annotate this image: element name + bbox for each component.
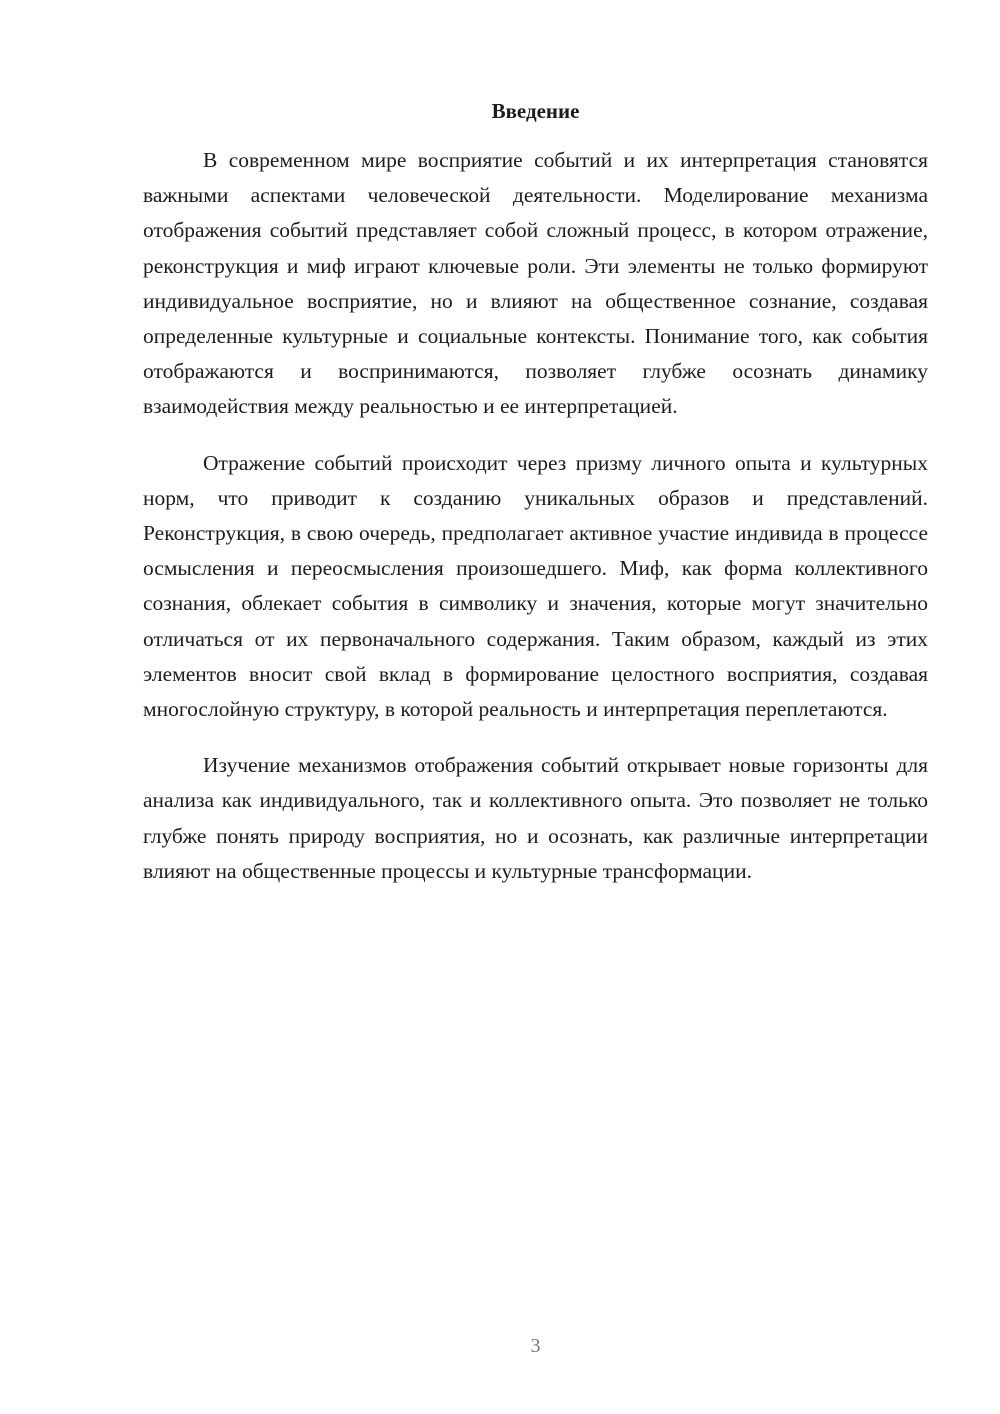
page-number: 3 (530, 1335, 541, 1357)
section-title: Введение (491, 99, 580, 123)
paragraph: Изучение механизмов отображения событий открывает новые горизонты для анализа как индивидуального, так и коллективного опыта. Это позволяет не только глубже понять природу восприятия, но и осознать, как различные интерпретации влияют на общественные процессы и культурные трансформации. (143, 753, 928, 883)
paragraph: Отражение событий происходит через призму личного опыта и культурных норм, что приводит к созданию уникальных образов и представлений. Реконструкция, в свою очередь, предполагает активное участие индивида в процессе осмысления и переосмысления произошедшего. Миф, как форма коллективного сознания, облекает события в символику и значения, которые могут значительно отличаться от их первоначального содержания. Таким образом, каждый из этих элементов вносит свой вклад в формирование целостного восприятия, создавая многослойную структуру, в которой реальность и интерпретация переплетаются. (143, 450, 928, 722)
body-text (143, 143, 928, 910)
paragraph: В современном мире восприятие событий и их интерпретация становятся важными аспектами человеческой деятельности. Моделирование механизма отображения событий представляет собой сложный процесс, в котором отражение, реконструкция и миф играют ключевые роли. Эти элементы не только формируют индивидуальное восприятие, но и влияют на общественное сознание, создавая определенные культурные и социальные контексты. Понимание того, как события отображаются и воспринимаются, позволяет глубже осознать динамику взаимодействия между реальностью и ее интерпретацией. (143, 148, 928, 419)
